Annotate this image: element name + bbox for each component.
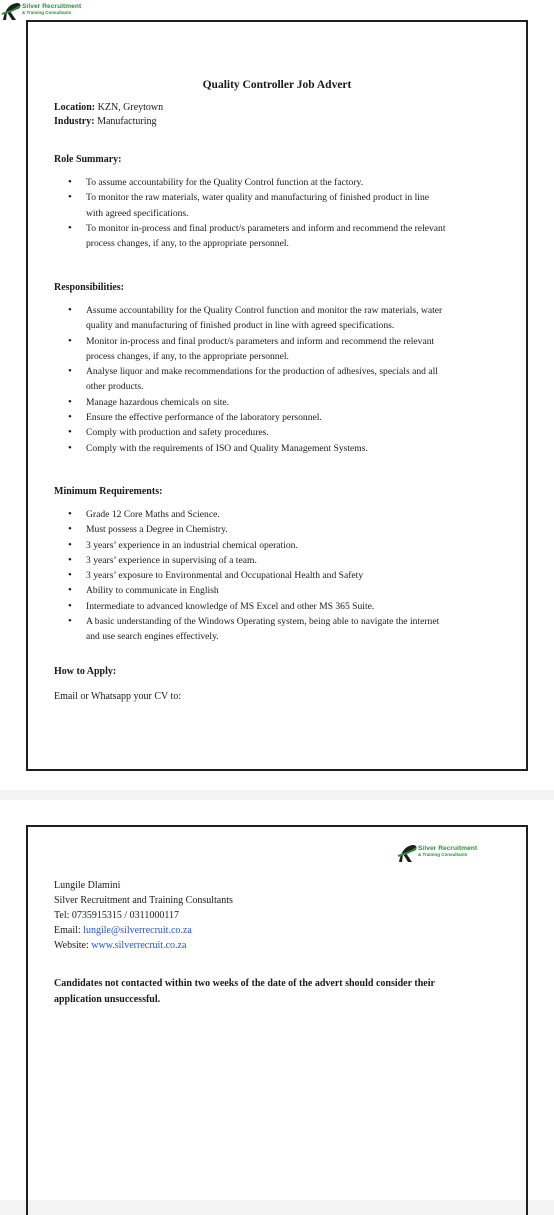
requirement-item [54, 614, 439, 645]
requirement-item-text: • Must possess a Degree in Chemistry. [86, 524, 228, 536]
logo-emblem-icon [0, 0, 24, 24]
requirement-item-text: • Grade 12 Core Maths and Science. [86, 509, 220, 520]
responsibility-item-text: • Ensure the effective performance of the laboratory personnel. [86, 412, 322, 424]
email-link[interactable]: lungile@silverrecruit.co.za [83, 925, 192, 936]
email-label: Email: [54, 925, 84, 936]
responsibility-item-text: • Comply with the requirements of ISO and Quality Management Systems. [86, 442, 368, 454]
location-label: Location: [54, 102, 96, 113]
responsibility-item [54, 410, 442, 425]
responsibility-item-text: • Analyse liquor and make recommendations for the production of adhesives, specials and all [86, 366, 438, 378]
apply-text: Email or Whatsapp your CV to: [54, 691, 182, 702]
contact-website-line [54, 939, 186, 953]
contact-email-line [54, 924, 192, 938]
company-logo [0, 0, 92, 30]
logo-tagline: & Training Consultants [418, 852, 468, 857]
requirement-item-text: • 3 years’ experience in an industrial chemical operation. [86, 539, 298, 551]
responsibility-item [54, 364, 442, 395]
responsibility-item [54, 425, 442, 440]
role-summary-item [54, 175, 446, 190]
responsibilities-heading: Responsibilities: [54, 282, 125, 293]
requirement-item-text: • Ability to communicate in English [86, 585, 219, 597]
industry-value: Manufacturing [97, 116, 157, 127]
notice-line: application unsuccessful. [54, 993, 161, 1005]
role-summary-item [54, 221, 446, 252]
role-summary-item-text: • To assume accountability for the Quality Control function at the factory. [86, 177, 364, 188]
responsibility-item [54, 303, 442, 334]
requirements-list [54, 507, 439, 645]
role-summary-heading: Role Summary: [54, 154, 122, 165]
document-title: Quality Controller Job Advert [202, 79, 352, 91]
logo-name: Silver Recruitment [418, 845, 478, 852]
responsibility-item [54, 441, 442, 456]
role-summary-item-text: • To monitor the raw materials, water quality and manufacturing of finished product in line [86, 192, 430, 204]
industry-label: Industry: [54, 116, 95, 127]
requirement-item [54, 522, 439, 537]
apply-heading: How to Apply: [54, 666, 117, 677]
logo-emblem-icon [396, 842, 420, 866]
responsibility-item-text: other products. [86, 381, 144, 393]
requirements-heading: Minimum Requirements: [54, 486, 163, 497]
responsibility-item-text: • Comply with production and safety procedures. [86, 427, 269, 439]
requirement-item-text: • Intermediate to advanced knowledge of MS Excel and other MS 365 Suite. [86, 600, 375, 612]
requirement-item [54, 553, 439, 568]
responsibility-item [54, 395, 442, 410]
industry-line [54, 115, 157, 129]
role-summary-item-text: process changes, if any, to the appropriate personnel. [86, 238, 289, 250]
role-summary-item-text: • To monitor in-process and final product/s parameters and inform and recommend the relevant [86, 222, 446, 234]
responsibility-item-text: • Assume accountability for the Quality Control function and monitor the raw materials, water [86, 305, 443, 316]
logo-name: Silver Recruitment [22, 3, 82, 10]
responsibility-item-text: • Manage hazardous chemicals on site. [86, 396, 230, 408]
responsibility-item-text: process changes, if any, to the appropriate personnel. [86, 350, 289, 362]
requirement-item-text: • 3 years’ exposure to Environmental and Occupational Health and Safety [86, 570, 364, 582]
role-summary-item-text: with agreed specifications. [86, 207, 189, 219]
requirement-item [54, 507, 439, 522]
requirement-item-text: • 3 years’ experience in supervising of a team. [86, 554, 257, 566]
website-label: Website: [54, 940, 92, 951]
requirement-item-text: • A basic understanding of the Windows Operating system, being able to navigate the internet [86, 616, 440, 628]
requirement-item [54, 599, 439, 614]
responsibility-item-text: • Monitor in-process and final product/s parameters and inform and recommend the relevant [86, 335, 435, 347]
location-line [54, 101, 163, 115]
contact-name: Lungile Dlamini [54, 880, 121, 891]
logo-tagline: & Training Consultants [22, 10, 72, 15]
company-logo [396, 842, 488, 872]
contact-tel: Tel: 0735915315 / 0311000117 [54, 910, 179, 921]
location-value: KZN, Greytown [97, 102, 164, 113]
notice-line: Candidates not contacted within two weeks of the date of the advert should consider their [54, 978, 435, 989]
requirement-item [54, 583, 439, 598]
application-notice [54, 976, 500, 1007]
responsibilities-list [54, 303, 442, 456]
contact-company: Silver Recruitment and Training Consultants [54, 895, 233, 906]
requirement-item [54, 568, 439, 583]
website-link[interactable]: www.silverrecruit.co.za [91, 940, 187, 951]
role-summary-list [54, 175, 446, 251]
responsibility-item-text: quality and manufacturing of finished product in line with agreed specifications. [86, 320, 395, 332]
role-summary-item [54, 190, 446, 221]
responsibility-item [54, 334, 442, 365]
requirement-item-text: and use search engines effectively. [86, 631, 219, 643]
requirement-item [54, 538, 439, 553]
